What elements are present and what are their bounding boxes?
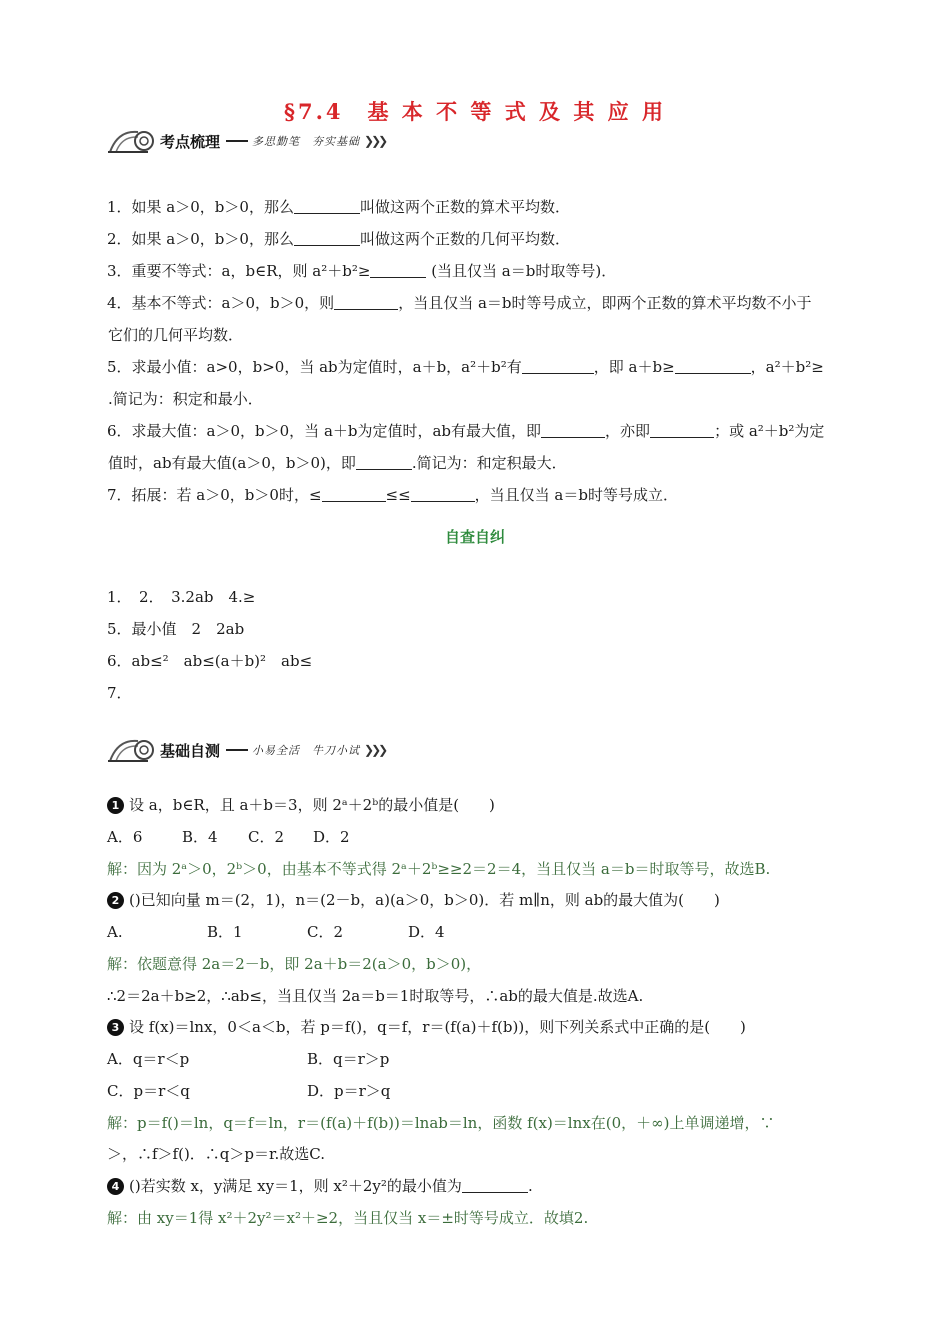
self-check-title: 自查自纠 xyxy=(444,528,505,546)
point-2: 2．如果 a＞0，b＞0，那么 叫做这两个正数的几何平均数． xyxy=(107,230,570,248)
q1-solution: 解：因为 2ᵃ＞0，2ᵇ＞0，由基本不等式得 2ᵃ＋2ᵇ≥≥2＝2＝4，当且仅当 a＝b＝时取等号，故选B. xyxy=(107,860,771,878)
chevron-right-icon: ❯❯❯ xyxy=(364,743,386,757)
check-line-3: 6．ab≤² ab≤(a＋b)² ab≤ xyxy=(107,652,313,670)
q1-option-b: B．4 xyxy=(182,828,218,846)
point-3: 3．重要不等式：a，b∈R，则 a²＋b²≥ (当且仅当 a＝b时取等号)． xyxy=(107,262,617,280)
chevron-right-icon: ❯❯❯ xyxy=(364,134,386,148)
q2-option-c: C．2 xyxy=(307,923,344,941)
point-1: 1．如果 a＞0，b＞0，那么 叫做这两个正数的算术平均数． xyxy=(107,198,570,216)
q2-option-b: B．1 xyxy=(207,923,243,941)
section-banner-key-points xyxy=(108,126,385,156)
point-4-continued: 它们的几何平均数． xyxy=(108,326,244,344)
point-5: 5．求最小值：a>0，b>0，当 ab为定值时，a＋b，a²＋b²有 ，即 a＋b≥ ，a²＋b²≥ xyxy=(107,358,824,376)
q2-option-d: D．4 xyxy=(408,923,445,941)
q3-option-a: A．q＝r＜p xyxy=(107,1050,190,1068)
q2-solution-line-2: ∴2＝2a＋b≥2，∴ab≤，当且仅当 2a＝b＝1时取等号，∴ab的最大值是.故选A. xyxy=(107,987,644,1005)
point-6-continued: 值时，ab有最大值(a＞0，b＞0)，即 .简记为：和定积最大． xyxy=(108,454,567,472)
q3-option-b: B．q＝r＞p xyxy=(307,1050,390,1068)
question-4: 4 ()若实数 x，y满足 xy＝1，则 x²＋2y²的最小值为 . xyxy=(107,1176,533,1196)
banner-label: 考点梳理 xyxy=(160,132,221,151)
swirl-icon xyxy=(108,128,156,154)
section-banner-basic-test xyxy=(108,735,385,765)
page-title: §7.4 基 本 不 等 式 及 其 应 用 xyxy=(283,99,666,124)
q3-option-d: D．p＝r＞q xyxy=(307,1082,391,1100)
q2-option-a: A. xyxy=(107,923,123,941)
point-5-continued: .简记为：积定和最小． xyxy=(108,390,263,408)
point-6: 6．求最大值：a＞0，b＞0，当 a＋b为定值时，ab有最大值，即 ，亦即 ；或 a²＋b²为定 xyxy=(107,422,825,440)
check-line-2: 5．最小值 2 2ab xyxy=(107,620,245,638)
question-2: 2 ()已知向量 m＝(2，1)，n＝(2－b，a)(a＞0，b＞0)．若 m∥n，则 ab的最大值为( ) xyxy=(107,890,720,910)
banner-label: 基础自测 xyxy=(160,741,221,760)
question-3: 3 设 f(x)＝lnx，0＜a＜b，若 p＝f()，q＝f，r＝(f(a)＋f(b))，则下列关系式中正确的是( ) xyxy=(107,1017,746,1037)
q1-option-c: C．2 xyxy=(248,828,285,846)
banner-divider xyxy=(226,749,248,751)
question-number-badge: 1 xyxy=(107,797,124,814)
point-7: 7．拓展：若 a＞0，b＞0时，≤ ≤≤ ，当且仅当 a＝b时等号成立． xyxy=(107,486,678,504)
q1-option-d: D．2 xyxy=(313,828,350,846)
question-1: 1 设 a，b∈R，且 a＋b＝3，则 2ᵃ＋2ᵇ的最小值是( ) xyxy=(107,795,495,815)
banner-slogan: 多思勤笔 夯实基础 xyxy=(252,135,361,148)
question-number-badge: 2 xyxy=(107,892,124,909)
banner-slogan: 小易全活 牛刀小试 xyxy=(252,744,361,757)
q4-solution: 解：由 xy＝1得 x²＋2y²＝x²＋≥2，当且仅当 x＝±时等号成立．故填2. xyxy=(107,1209,589,1227)
question-number-badge: 3 xyxy=(107,1019,124,1036)
q2-solution-line-1: 解：依题意得 2a＝2－b，即 2a＋b＝2(a＞0，b＞0)， xyxy=(107,955,482,973)
q3-option-c: C．p＝r＜q xyxy=(107,1082,190,1100)
swirl-icon xyxy=(108,737,156,763)
check-line-1: 1． 2． 3.2ab 4.≥ xyxy=(107,588,256,606)
point-4: 4．基本不等式：a＞0，b＞0，则 ，当且仅当 a＝b时等号成立，即两个正数的算术平均数不小于 xyxy=(107,294,812,312)
q3-solution-line-2: ＞，∴f＞f()．∴q＞p＝r.故选C. xyxy=(107,1145,326,1163)
question-number-badge: 4 xyxy=(107,1178,124,1195)
q1-option-a: A．6 xyxy=(107,828,143,846)
check-line-4: 7． xyxy=(107,684,132,702)
q3-solution-line-1: 解：p＝f()＝ln，q＝f＝ln，r＝(f(a)＋f(b))＝lnab＝ln，函数 f(x)＝lnx在(0，＋∞)上单调递增，∵ xyxy=(107,1114,775,1132)
banner-divider xyxy=(226,140,248,142)
